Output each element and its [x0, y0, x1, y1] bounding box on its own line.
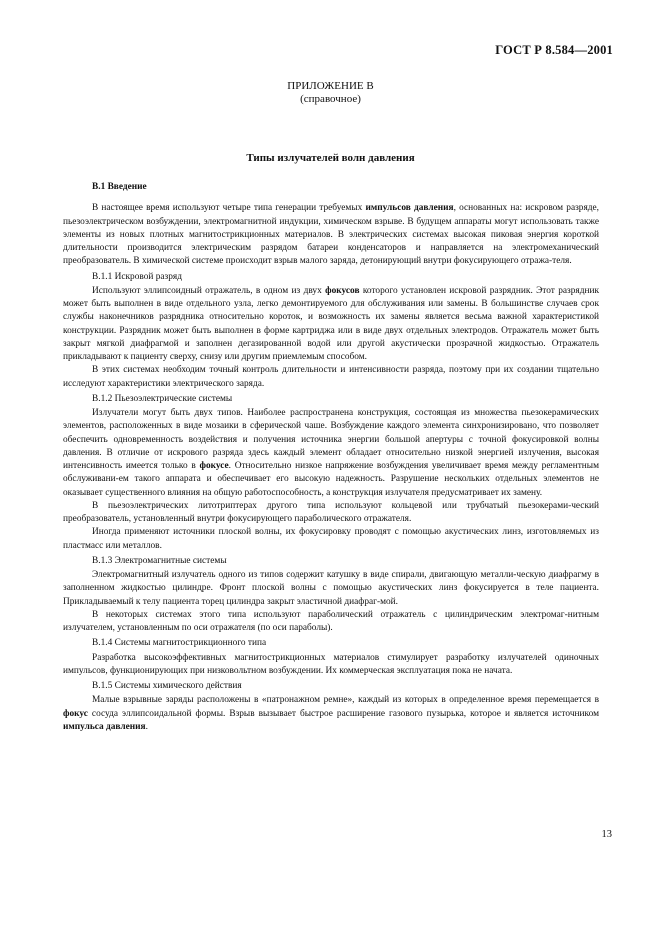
- paragraph: В некоторых системах этого типа используют параболический отражатель с цилиндрическим электромаг-нитным излучателем, установленным по оси отражателя (по оси параболы).: [63, 609, 599, 633]
- paragraph: В пьезоэлектрических литотриптерах другого типа используют кольцевой или трубчатый пьезокерами-ческий преобразователь, установленный внутри фокусирующего параболического отражателя.: [63, 500, 599, 524]
- bold-term: фокусов: [325, 285, 360, 296]
- paragraph: Малые взрывные заряды расположены в «патронажном ремне», каждый из которых в определенное время перемещается в фокус сосуда эллипсоидальной формы. Взрыв вызывает быстрое расширение газового пузырька, которое и является источником импульса давления.: [63, 695, 599, 732]
- appendix-note: (справочное): [300, 93, 361, 105]
- bold-term: фокусе: [199, 461, 229, 471]
- paragraph: В настоящее время используют четыре типа генерации требуемых импульсов давления, основанных на: искровом разряде, пьезоэлектрическом возбуждении, электромагнитной индукции, химическом взрыве. В будущем аппараты могут использовать также элементы из новых плотных магнитострикционных материалов. В электрических системах высокая пиковая энергия короткой длительности производится электрическим разрядом батареи конденсаторов и направляется на электромеханический преобразователь. В химической системе происходит взрыв малого заряда, детонирующий внутри фокусирующего отража-теля.: [63, 203, 599, 267]
- bold-term: импульсов давления: [365, 203, 454, 214]
- appendix-title: ПРИЛОЖЕНИЕ В: [287, 80, 374, 92]
- section-title: Типы излучателей волн давления: [246, 152, 415, 164]
- heading-b11: В.1.1 Искровой разряд: [92, 271, 182, 282]
- paragraph: Электромагнитный излучатель одного из типов содержит катушку в виде спирали, двигающую металли-ческую диафрагму в заполненном жидкостью цилиндре. Фронт плоской волны с помощью акустических линз фокусируется в теле пациента. Прикладываемый к телу пациента торец цилиндра закрыт эластичной диафраг-мой.: [63, 570, 599, 607]
- paragraph: Используют эллипсоидный отражатель, в одном из двух фокусов которого установлен искровой разрядник. Этот разрядник может быть выполнен в виде отдельного узла, легко демонтируемого для обслуживания или замены. В большинстве случаев срок службы наконечников разрядника относительно короток, и возможность их замены является весьма важной характеристикой конструкции. Разрядник может быть выполнен в форме картриджа или в виде двух отдельных электродов. Отражатель может быть закрыт мягкой диафрагмой и заполнен дегазированной водой или другой акустически прозрачной жидкостью. Отражатель прикладывают к пациенту сверху, снизу или другим приемлемым способом.: [63, 285, 600, 362]
- heading-b12: В.1.2 Пьезоэлектрические системы: [92, 393, 233, 404]
- heading-b14: В.1.4 Системы магнитострикционного типа: [92, 638, 267, 649]
- bold-term: фокус: [63, 708, 88, 719]
- document-body: [63, 181, 599, 734]
- paragraph: Разработка высокоэффективных магнитострикционных материалов стимулирует разработку излучателей одиночных импульсов, функционирующих при низковольтном возбуждении. Их коммерческая эксплуатация пока не начата.: [63, 652, 599, 676]
- heading-b1: В.1 Введение: [92, 182, 147, 192]
- heading-b13: В.1.3 Электромагнитные системы: [92, 555, 227, 566]
- paragraph: Излучатели могут быть двух типов. Наиболее распространена конструкция, состоящая из множества пьезокерамических элементов, расположенных в виде мозаики в сферической чаше. Возбуждение каждого элемента синхронизировано, что позволяет обеспечить одновременность воздействия и получения источника энергии большой апертуры с точной фокусировкой волны давления. В отличие от искрового разряда здесь каждый элемент обладает относительно низкой энергией излучения, высокая интенсивность имеется только в фокусе. Относительно низкое напряжение возбуждения увеличивает время между регламентным обслуживани-ем такого аппарата и обеспечивает его высокую надежность. Разрушение нескольких отдельных элементов не оказывает существенного влияния на общую работоспособность, а конструкция излучателя предусматривает их замену.: [63, 408, 599, 498]
- heading-b15: В.1.5 Системы химического действия: [92, 681, 242, 691]
- page-number: 13: [601, 829, 612, 840]
- bold-term: импульса давления: [63, 721, 146, 732]
- document-code-header: ГОСТ Р 8.584—2001: [495, 43, 613, 57]
- paragraph: Иногда применяют источники плоской волны, их фокусировку проводят с помощью акустических линз, изготовляемых из пластмасс или металлов.: [63, 527, 599, 551]
- paragraph: В этих системах необходим точный контроль длительности и интенсивности разряда, поэтому при их создании тщательно исследуют характеристики электрического заряда.: [63, 365, 599, 389]
